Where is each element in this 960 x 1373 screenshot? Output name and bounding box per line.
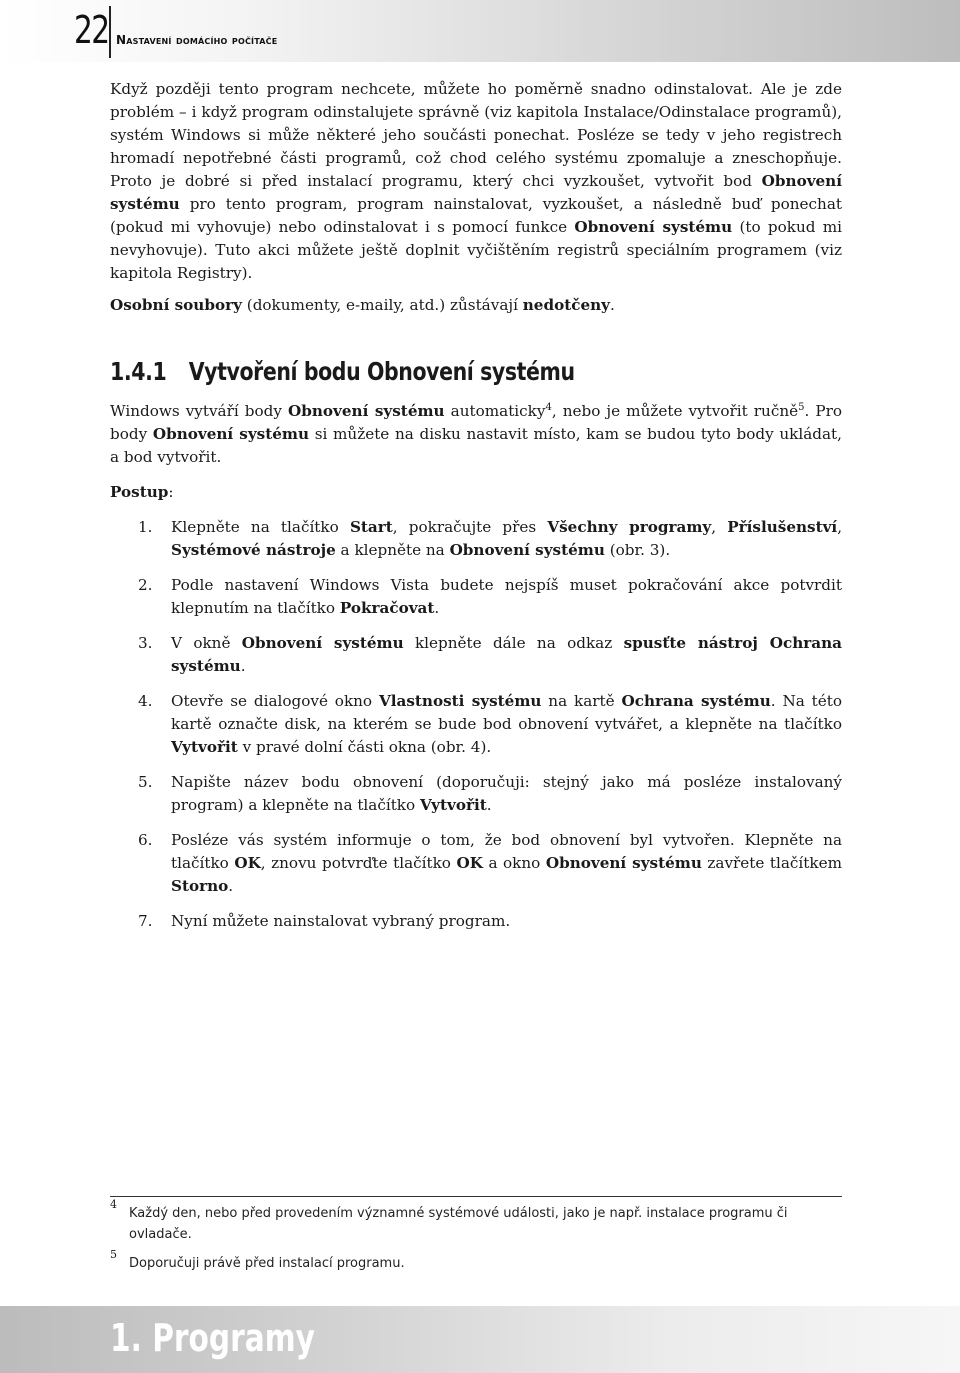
list-item: 6. Posléze vás systém informuje o tom, že bod obnovení byl vytvořen. Klepněte na tlačítko OK, znovu potvrďte tlačítko OK a okno Obnovení systému zavřete tlačítkem Storno. [138, 831, 842, 895]
footnote-ref-4: 4 [545, 401, 552, 413]
footer-chapter-title: 1. Programy [110, 1316, 315, 1360]
list-item: 7. Nyní můžete nainstalovat vybraný program. [138, 912, 511, 930]
intro-paragraph-2: Osobní soubory (dokumenty, e-maily, atd.) zůstávají nedotčeny. [110, 296, 615, 314]
header-divider [109, 6, 111, 58]
list-item: 2. Podle nastavení Windows Vista budete nejspíš muset pokračování akce potvrdit klepnutím na tlačítko Pokračovat. [138, 576, 842, 617]
page-footer [0, 1306, 960, 1373]
section-paragraph: Windows vytváří body Obnovení systému automaticky$^4$, nebo je můžete vytvořit ručně$^5$. Pro body Obnovení systému si můžete na disku nastavit místo, kam se budou tyto body ukládat, a bod vytvořit. [110, 401, 842, 466]
footnote-4: 4 Každý den, nebo před provedením významné systémové události, jako je např. instalace programu či ovladače. [110, 1198, 788, 1242]
intro-paragraph-1: Když později tento program nechcete, můžete ho poměrně snadno odinstalovat. Ale je zde problém – i když program odinstalujete správně (viz kapitola Instalace/Odinstalace programů), systém Windows si může některé jeho součásti ponechat. Posléze se tedy v jeho registrech hromadí nepotřebné části programů, což chod celého systému zpomaluje a zneschopňuje. Proto je dobré si před instalací programu, který chci vyzkoušet, vytvořit bod Obnovení systému pro tento program, program nainstalovat, vyzkoušet, a následně buď ponechat (pokud mi vyhovuje) nebo odinstalovat i s pomocí funkce Obnovení systému (to pokud mi nevyhovuje). Tuto akci můžete ještě doplnit vyčištěním registrů speciálním programem (viz kapitola Registry). [110, 80, 843, 282]
list-item: 4. Otevře se dialogové okno Vlastnosti systému na kartě Ochrana systému. Na této kartě označte disk, na kterém se bude bod obnovení vytvářet, a klepněte na tlačítko Vytvořit v pravé dolní části okna (obr. 4). [138, 692, 842, 756]
list-item: 1. Klepněte na tlačítko Start, pokračujte přes Všechny programy, Příslušenství, Systémové nástroje a klepněte na Obnovení systému (obr. 3). [138, 518, 843, 559]
footnote-divider [110, 1196, 842, 1197]
list-item: 5. Napište název bodu obnovení (doporučuji: stejný jako má posléze instalovaný program) a klepněte na tlačítko Vytvořit. [138, 773, 842, 814]
postup-label: Postup: [110, 483, 174, 501]
page-number: 22 [74, 8, 109, 52]
chapter-title: Nastavení domácího počítače [116, 33, 278, 47]
steps-list [110, 516, 842, 933]
footnote-5: 5 Doporučuji právě před instalací programu. [110, 1248, 405, 1271]
footnote-ref-5: 5 [798, 401, 805, 413]
page-header [0, 0, 960, 62]
footnotes [110, 1198, 842, 1281]
section-title: Vytvoření bodu Obnovení systému [188, 357, 575, 386]
section-number: 1.4.1 [110, 357, 167, 386]
page-content [110, 78, 842, 945]
section-heading [110, 357, 710, 386]
list-item: 3. V okně Obnovení systému klepněte dále na odkaz spusťte nástroj Ochrana systému. [138, 634, 842, 675]
